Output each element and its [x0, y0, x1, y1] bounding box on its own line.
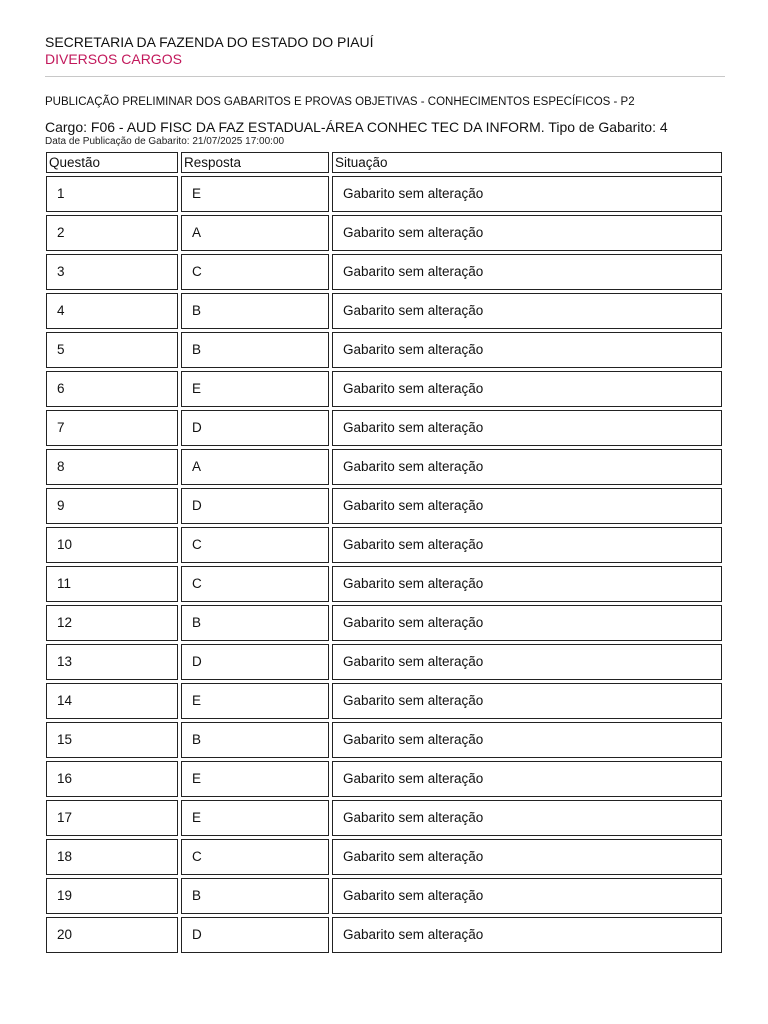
table-row — [46, 683, 722, 719]
table-row — [46, 800, 722, 836]
table-row — [46, 449, 722, 485]
status-cell: Gabarito sem alteração — [332, 254, 722, 290]
column-header-resposta: Resposta — [181, 152, 329, 173]
answer-cell: C — [181, 527, 329, 563]
table-header-row — [46, 152, 722, 173]
answer-cell: E — [181, 683, 329, 719]
question-number-cell: 8 — [46, 449, 178, 485]
header-divider — [45, 76, 725, 77]
question-number-cell: 6 — [46, 371, 178, 407]
status-cell: Gabarito sem alteração — [332, 488, 722, 524]
answer-cell: B — [181, 332, 329, 368]
status-cell: Gabarito sem alteração — [332, 176, 722, 212]
question-number-cell: 2 — [46, 215, 178, 251]
status-cell: Gabarito sem alteração — [332, 332, 722, 368]
table-row — [46, 176, 722, 212]
answer-cell: C — [181, 839, 329, 875]
answer-rows — [46, 176, 722, 953]
table-row — [46, 839, 722, 875]
publication-title: PUBLICAÇÃO PRELIMINAR DOS GABARITOS E PROVAS OBJETIVAS - CONHECIMENTOS ESPECÍFICOS - P2 — [45, 96, 635, 108]
answer-cell: B — [181, 605, 329, 641]
question-number-cell: 17 — [46, 800, 178, 836]
status-cell: Gabarito sem alteração — [332, 722, 722, 758]
column-header-questao: Questão — [46, 152, 178, 173]
organization-name: SECRETARIA DA FAZENDA DO ESTADO DO PIAUÍ — [45, 34, 374, 50]
question-number-cell: 12 — [46, 605, 178, 641]
answer-cell: C — [181, 566, 329, 602]
table-row — [46, 917, 722, 953]
question-number-cell: 7 — [46, 410, 178, 446]
status-cell: Gabarito sem alteração — [332, 410, 722, 446]
question-number-cell: 13 — [46, 644, 178, 680]
answer-cell: E — [181, 371, 329, 407]
answer-cell: D — [181, 644, 329, 680]
answer-cell: A — [181, 449, 329, 485]
document-subtitle: DIVERSOS CARGOS — [45, 51, 182, 67]
question-number-cell: 20 — [46, 917, 178, 953]
cargo-line: Cargo: F06 - AUD FISC DA FAZ ESTADUAL-ÁREA CONHEC TEC DA INFORM. Tipo de Gabarito: 4 — [45, 119, 668, 135]
table-row — [46, 215, 722, 251]
table-row — [46, 371, 722, 407]
answer-cell: D — [181, 917, 329, 953]
table-row — [46, 605, 722, 641]
answer-cell: D — [181, 410, 329, 446]
question-number-cell: 18 — [46, 839, 178, 875]
table-row — [46, 254, 722, 290]
table-row — [46, 566, 722, 602]
publication-date: Data de Publicação de Gabarito: 21/07/2025 17:00:00 — [45, 136, 285, 147]
table-row — [46, 293, 722, 329]
question-number-cell: 4 — [46, 293, 178, 329]
answer-cell: E — [181, 176, 329, 212]
status-cell: Gabarito sem alteração — [332, 917, 722, 953]
question-number-cell: 10 — [46, 527, 178, 563]
question-number-cell: 19 — [46, 878, 178, 914]
status-cell: Gabarito sem alteração — [332, 761, 722, 797]
table-row — [46, 488, 722, 524]
status-cell: Gabarito sem alteração — [332, 215, 722, 251]
answer-cell: E — [181, 761, 329, 797]
answer-cell: D — [181, 488, 329, 524]
status-cell: Gabarito sem alteração — [332, 605, 722, 641]
status-cell: Gabarito sem alteração — [332, 293, 722, 329]
table-row — [46, 644, 722, 680]
answer-cell: E — [181, 800, 329, 836]
answer-cell: B — [181, 878, 329, 914]
status-cell: Gabarito sem alteração — [332, 449, 722, 485]
table-row — [46, 410, 722, 446]
question-number-cell: 11 — [46, 566, 178, 602]
status-cell: Gabarito sem alteração — [332, 371, 722, 407]
status-cell: Gabarito sem alteração — [332, 839, 722, 875]
column-header-situacao: Situação — [332, 152, 722, 173]
table-row — [46, 878, 722, 914]
question-number-cell: 1 — [46, 176, 178, 212]
status-cell: Gabarito sem alteração — [332, 566, 722, 602]
answer-cell: C — [181, 254, 329, 290]
answer-cell: B — [181, 293, 329, 329]
status-cell: Gabarito sem alteração — [332, 800, 722, 836]
table-row — [46, 332, 722, 368]
table-row — [46, 527, 722, 563]
question-number-cell: 16 — [46, 761, 178, 797]
question-number-cell: 9 — [46, 488, 178, 524]
question-number-cell: 15 — [46, 722, 178, 758]
answer-cell: A — [181, 215, 329, 251]
status-cell: Gabarito sem alteração — [332, 683, 722, 719]
status-cell: Gabarito sem alteração — [332, 527, 722, 563]
question-number-cell: 5 — [46, 332, 178, 368]
table-row — [46, 761, 722, 797]
answer-key-table — [43, 149, 725, 956]
status-cell: Gabarito sem alteração — [332, 644, 722, 680]
question-number-cell: 3 — [46, 254, 178, 290]
table-row — [46, 722, 722, 758]
status-cell: Gabarito sem alteração — [332, 878, 722, 914]
question-number-cell: 14 — [46, 683, 178, 719]
answer-cell: B — [181, 722, 329, 758]
